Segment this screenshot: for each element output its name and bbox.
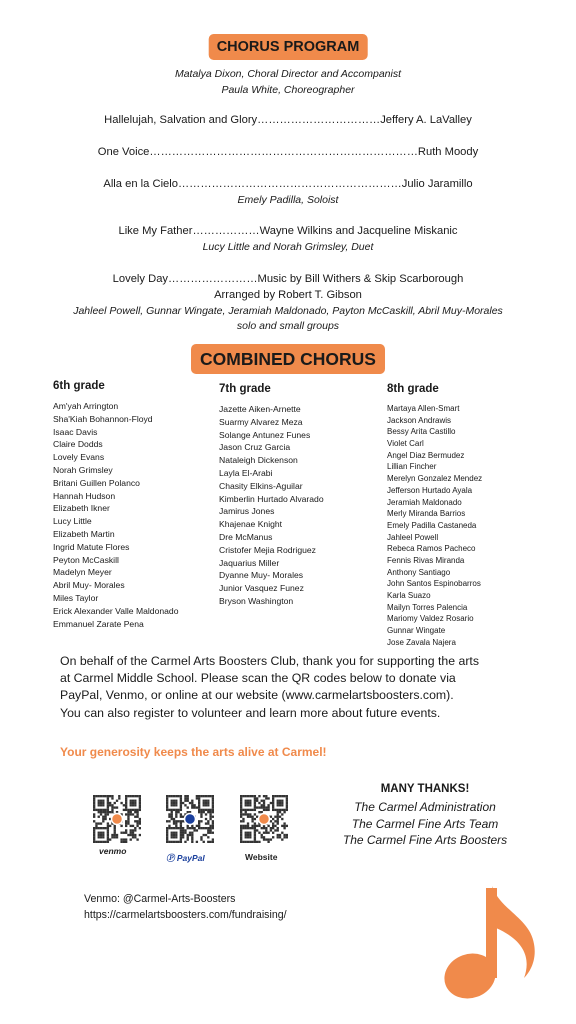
combined-chorus-banner: COMBINED CHORUS <box>191 344 385 374</box>
venmo-qr-icon[interactable] <box>93 795 141 843</box>
chorus-member-name: Isaac Davis <box>53 426 98 437</box>
chorus-member-name: Jeramiah Maldonado <box>387 497 462 507</box>
chorus-member-name: Jason Cruz Garcia <box>219 442 291 453</box>
chorus-member-name: Merly Miranda Barrios <box>387 509 466 519</box>
song-line: Hallelujah, Salvation and Glory……………………………Jeffery A. LaValley <box>104 114 472 126</box>
chorus-member-name: Hannah Hudson <box>53 490 116 501</box>
chorus-member-name: Jefferson Hurtado Ayala <box>387 485 473 495</box>
chorus-member-name: Emmanuel Zarate Pena <box>53 618 144 629</box>
song-performer-note: solo and small groups <box>236 320 340 332</box>
chorus-member-name: Am'yah Arrington <box>53 401 119 411</box>
chorus-member-name: Ingrid Matute Flores <box>53 541 130 552</box>
song-performer-note: Emely Padilla, Soloist <box>237 194 339 206</box>
chorus-member-name: Sha'Kiah Bohannon-Floyd <box>53 413 153 424</box>
song-performer-note: Jahleel Powell, Gunnar Wingate, Jeramiah Maldonado, Payton McCaskill, Abril Muy-Morales <box>73 305 503 317</box>
paragraph-line: at Carmel Middle School. Please scan the QR codes below to donate via <box>60 671 456 686</box>
chorus-member-name: Solange Antunez Funes <box>219 429 311 440</box>
grade-column-8th <box>387 383 482 648</box>
paragraph-line: On behalf of the Carmel Arts Boosters Club, thank you for supporting the arts <box>60 654 479 668</box>
song-line: Lovely Day……………………Music by Bill Withers & Skip Scarborough <box>112 273 464 285</box>
chorus-member-name: Miles Taylor <box>53 592 99 603</box>
chorus-member-name: Elizabeth Ikner <box>53 503 110 514</box>
generosity-tagline: Your generosity keeps the arts alive at Carmel! <box>60 745 327 759</box>
name-list <box>219 403 324 608</box>
chorus-member-name: Jose Zavala Najera <box>387 637 456 647</box>
thanks-line: The Carmel Fine Arts Team <box>351 816 499 831</box>
paypal-logo-icon: Ⓟ <box>166 853 175 863</box>
thanks-line: The Carmel Administration <box>354 800 496 814</box>
fundraising-link[interactable]: https://carmelartsboosters.com/fundraising/ <box>84 909 287 921</box>
chorus-member-name: Junior Vasquez Funez <box>219 583 304 594</box>
chorus-member-name: Lillian Fincher <box>387 462 437 472</box>
chorus-member-name: Lucy Little <box>53 516 92 527</box>
chorus-member-name: Nataleigh Dickenson <box>219 455 298 466</box>
song-line: One Voice………………………………………………………………Ruth Moody <box>97 146 479 158</box>
eighth-note-icon <box>438 880 548 1004</box>
grade-heading: 6th grade <box>53 380 105 392</box>
chorus-member-name: Angel Diaz Bermudez <box>387 450 465 460</box>
song-arranger: Arranged by Robert T. Gibson <box>214 289 362 301</box>
chorus-member-name: Erick Alexander Valle Maldonado <box>53 605 179 616</box>
name-list <box>387 403 482 648</box>
chorus-member-name: Suarmy Alvarez Meza <box>219 416 303 427</box>
website-label: Website <box>245 852 278 862</box>
many-thanks-heading: MANY THANKS! <box>380 783 470 795</box>
chorus-member-name: Chasity Elkins-Aguilar <box>219 480 303 491</box>
director-credit: Matalya Dixon, Choral Director and Accompanist <box>174 68 402 80</box>
chorus-member-name: Rebeca Ramos Pacheco <box>387 544 476 554</box>
chorus-member-name: Madelyn Meyer <box>53 567 112 578</box>
chorus-member-name: Jazette Aiken-Arnette <box>219 404 301 414</box>
chorus-member-name: Violet Carl <box>387 439 424 449</box>
venmo-label: venmo <box>99 846 127 856</box>
chorus-member-name: Peyton McCaskill <box>53 554 119 565</box>
chorus-member-name: Jamirus Jones <box>219 506 275 517</box>
grade-heading: 7th grade <box>219 383 271 395</box>
thanks-line: The Carmel Fine Arts Boosters <box>342 833 508 848</box>
chorus-member-name: Fennis Rivas Miranda <box>387 555 465 565</box>
chorus-member-name: Gunnar Wingate <box>387 626 446 636</box>
chorus-member-name: Bryson Washington <box>219 595 294 606</box>
grade-column-6th <box>53 380 178 630</box>
chorus-member-name: Jackson Andrawis <box>387 415 452 425</box>
chorus-member-name: Abril Muy- Morales <box>53 580 125 591</box>
chorus-member-name: Martaya Allen-Smart <box>387 404 460 413</box>
choreographer-credit: Paula White, Choreographer <box>221 84 355 96</box>
chorus-member-name: Kimberlin Hurtado Alvarado <box>219 493 324 504</box>
chorus-member-name: Norah Grimsley <box>53 464 113 475</box>
footer-info <box>84 891 287 923</box>
chorus-program-banner: CHORUS PROGRAM <box>209 34 368 60</box>
chorus-member-name: Claire Dodds <box>53 439 103 450</box>
many-thanks-block <box>330 783 520 849</box>
chorus-member-name: Dyanne Muy- Morales <box>219 570 304 581</box>
chorus-member-name: Mailyn Torres Palencia <box>387 602 468 612</box>
paragraph-line: PayPal, Venmo, or online at our website (www.carmelartsboosters.com). <box>60 688 454 703</box>
chorus-member-name: Karla Suazo <box>387 591 431 600</box>
chorus-member-name: Bessy Arita Castillo <box>387 427 456 437</box>
chorus-member-name: Elizabeth Martin <box>53 528 115 539</box>
website-qr-icon[interactable] <box>240 795 288 843</box>
song-line: Like My Father………………Wayne Wilkins and Jacqueline Miskanic <box>118 225 458 237</box>
chorus-member-name: Lovely Evans <box>53 452 105 463</box>
thanks-paragraph <box>60 653 540 722</box>
chorus-member-name: Khajenae Knight <box>219 519 283 530</box>
chorus-member-name: Layla El-Arabi <box>219 467 273 478</box>
chorus-member-name: Dre McManus <box>219 531 273 542</box>
chorus-member-name: Cristofer Mejia Rodriguez <box>219 544 316 555</box>
chorus-member-name: Emely Padilla Castaneda <box>387 520 477 530</box>
grade-column-7th <box>219 383 324 608</box>
chorus-member-name: Mariomy Valdez Rosario <box>387 614 474 624</box>
paypal-qr-icon[interactable] <box>166 795 214 843</box>
paragraph-line: You can also register to volunteer and learn more about future events. <box>60 705 441 720</box>
chorus-member-name: Jaquarius Miller <box>219 557 280 568</box>
chorus-member-name: Merelyn Gonzalez Mendez <box>387 474 483 484</box>
chorus-member-name: Britani Guillen Polanco <box>53 477 140 488</box>
paypal-label <box>166 852 205 864</box>
song-performer-note: Lucy Little and Norah Grimsley, Duet <box>202 241 374 253</box>
grade-heading: 8th grade <box>387 383 439 395</box>
name-list <box>53 400 178 630</box>
venmo-handle: Venmo: @Carmel-Arts-Boosters <box>84 893 236 905</box>
paypal-label-text: PayPal <box>176 853 205 863</box>
song-line: Alla en la Cielo……………………………………………………Julio Jaramillo <box>103 178 473 190</box>
chorus-member-name: Jahleel Powell <box>387 532 439 542</box>
chorus-member-name: Anthony Santiago <box>387 567 451 577</box>
chorus-member-name: John Santos Espinobarros <box>387 579 481 589</box>
